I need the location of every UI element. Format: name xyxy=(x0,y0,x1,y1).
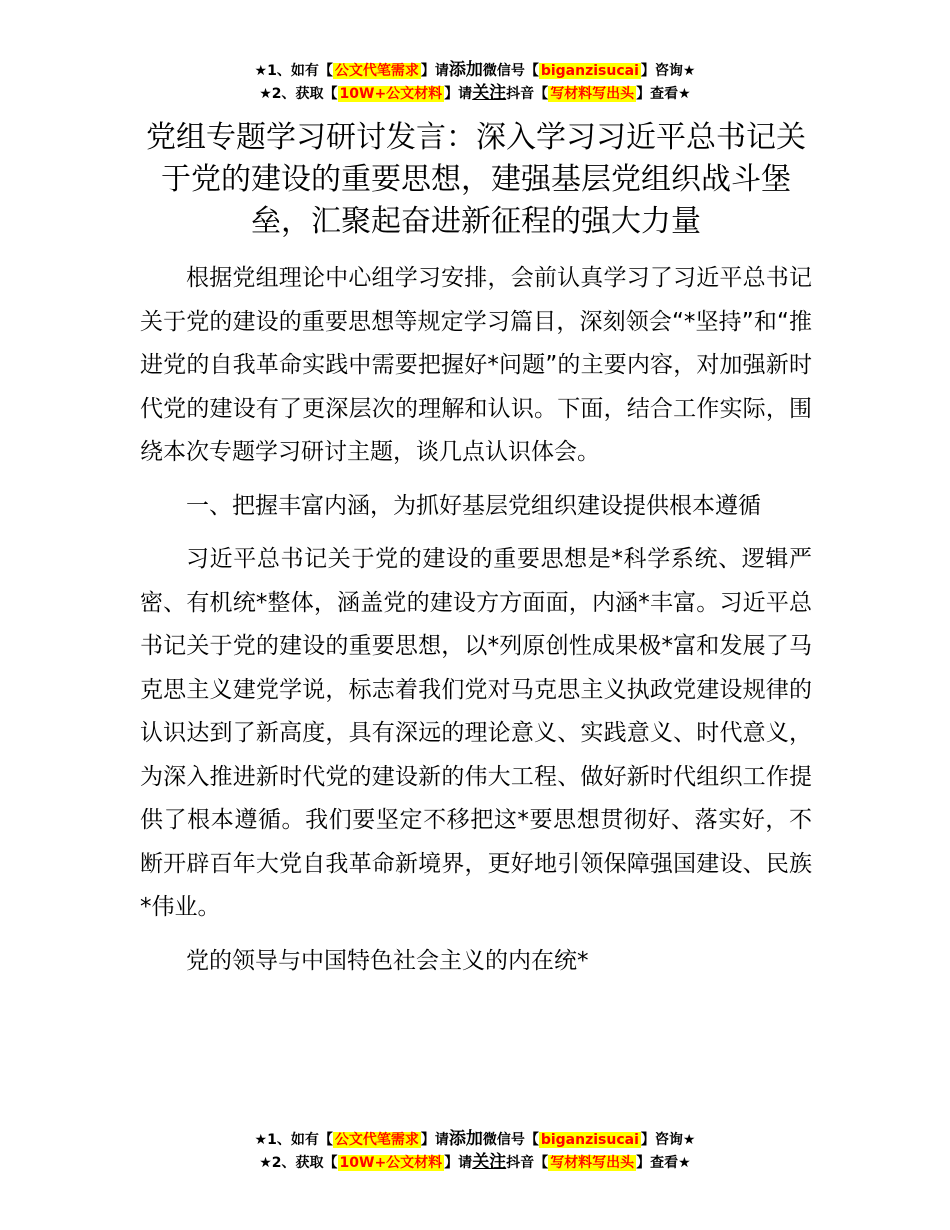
banner-highlight: 写材料写出头 xyxy=(550,1155,635,1171)
paragraph: 习近平总书记关于党的建设的重要思想是*科学系统、逻辑严密、有机统*整体，涵盖党的建设方方面面，内涵*丰富。习近平总书记关于党的建设的重要思想，以*列原创性成果极*富和发展了马克思主义建党学说，标志着我们党对马克思主义执政党建设规律的认识达到了新高度，具有深远的理论意义、实践意义、时代意义，为深入推进新时代党的建设新的伟大工程、做好新时代组织工作提供了根本遵循。我们要坚定不移把这*要思想贯彻好、落实好，不断开辟百年大党自我革命新境界，更好地引领保障强国建设、民族*伟业。 xyxy=(140,546,812,920)
banner-text: 】请 xyxy=(420,1132,449,1148)
paragraph: 根据党组理论中心组学习安排，会前认真学习了习近平总书记关于党的建设的重要思想等规定学习篇目，深刻领会“*坚持”和“推进党的自我革命实践中需要把握好*问题”的主要内容，对加强新时代党的建设有了更深层次的理解和认识。下面，结合工作实际，围绕本次专题学习研讨主题，谈几点认识体会。 xyxy=(140,265,812,465)
banner-text: 】查看★ xyxy=(636,86,691,102)
banner-line-2 xyxy=(0,1151,950,1174)
banner-text: ★1、如有【 xyxy=(254,1132,333,1148)
banner-text: 微信号【 xyxy=(482,1132,539,1148)
banner-text: ★2、获取【 xyxy=(259,86,338,102)
banner-text: 】请 xyxy=(444,86,473,102)
banner-text: 抖音【 xyxy=(506,1155,549,1171)
banner-text: 】请 xyxy=(444,1155,473,1171)
banner-highlight: biganzisucai xyxy=(540,63,639,79)
document-body xyxy=(140,257,812,993)
banner-text: 】咨询★ xyxy=(640,63,696,79)
section-heading: 一、把握丰富内涵，为抓好基层党组织建设提供根本遵循 xyxy=(186,492,761,519)
banner-line-1 xyxy=(0,1128,950,1151)
footer-banner xyxy=(0,1128,950,1174)
banner-text: 】请 xyxy=(420,63,449,79)
banner-text: 微信号【 xyxy=(482,63,539,79)
banner-line-2 xyxy=(0,82,950,105)
banner-highlight: 公文代笔需求 xyxy=(334,63,419,79)
banner-line-1 xyxy=(0,59,950,82)
banner-text: ★1、如有【 xyxy=(254,63,333,79)
banner-text: 】查看★ xyxy=(636,1155,691,1171)
banner-highlight: 10W+公文材料 xyxy=(339,1155,443,1171)
banner-emphasis: 关注 xyxy=(472,83,507,103)
banner-text: 】咨询★ xyxy=(640,1132,696,1148)
banner-text: ★2、获取【 xyxy=(259,1155,338,1171)
banner-highlight: 公文代笔需求 xyxy=(334,1132,419,1148)
document-title: 党组专题学习研讨发言：深入学习习近平总书记关于党的建设的重要思想，建强基层党组织战斗堡垒，汇聚起奋进新征程的强大力量 xyxy=(146,120,806,239)
banner-emphasis: 添加 xyxy=(448,1129,483,1149)
banner-text: 抖音【 xyxy=(506,86,549,102)
header-banner xyxy=(0,59,950,105)
banner-highlight: 10W+公文材料 xyxy=(339,86,443,102)
banner-emphasis: 添加 xyxy=(448,60,483,80)
banner-highlight: biganzisucai xyxy=(540,1132,639,1148)
banner-emphasis: 关注 xyxy=(472,1152,507,1172)
banner-highlight: 写材料写出头 xyxy=(550,86,635,102)
paragraph: 党的领导与中国特色社会主义的内在统* xyxy=(186,947,589,974)
